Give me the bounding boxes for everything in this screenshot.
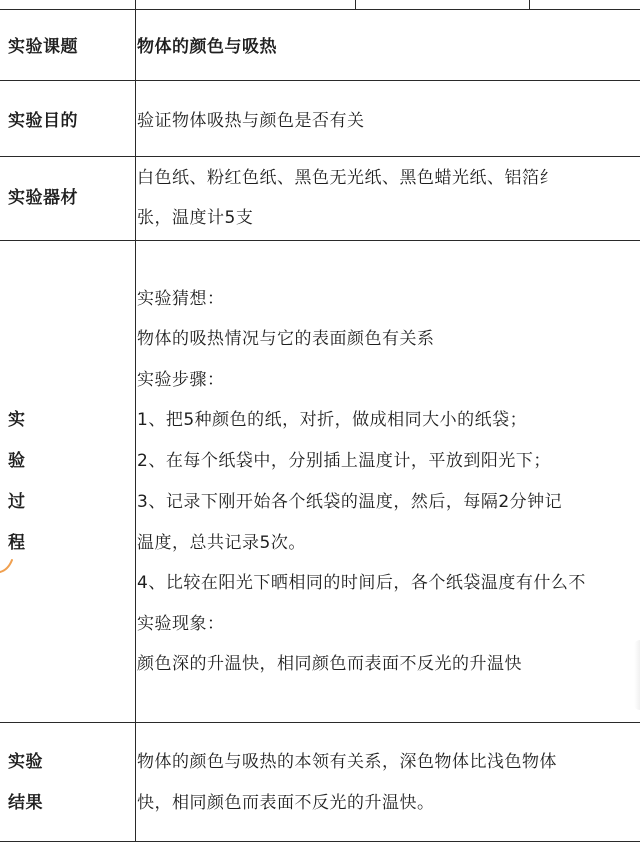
table-border <box>0 722 640 723</box>
process-label-char: 过 <box>8 492 25 512</box>
table-border <box>135 0 136 842</box>
process-line: 3、记录下刚开始各个纸袋的温度，然后，每隔2分钟记 <box>137 492 563 512</box>
table-border <box>0 240 640 241</box>
process-line: 实验猜想： <box>137 289 225 309</box>
process-line: 颜色深的升温快，相同颜色而表面不反光的升温快 <box>137 654 522 674</box>
process-line: 4、比较在阳光下晒相同的时间后，各个纸袋温度有什么不 <box>137 573 586 593</box>
table-border <box>0 156 640 157</box>
purpose-value: 验证物体吸热与颜色是否有关 <box>137 111 365 131</box>
process-line: 实验步骤： <box>137 370 225 390</box>
result-line: 快，相同颜色而表面不反光的升温快。 <box>137 793 435 813</box>
table-border <box>0 9 640 10</box>
process-line: 物体的吸热情况与它的表面颜色有关系 <box>137 329 435 349</box>
topic-label: 实验课题 <box>8 37 78 57</box>
scroll-shadow <box>634 640 640 710</box>
pen-mark-icon <box>0 556 14 578</box>
result-label: 实验 <box>8 752 43 772</box>
process-line: 2、在每个纸袋中，分别插上温度计，平放到阳光下； <box>137 451 551 471</box>
purpose-label: 实验目的 <box>8 111 78 131</box>
process-line: 温度，总共记录5次。 <box>137 533 306 553</box>
process-label-char: 实 <box>8 410 25 430</box>
equipment-label: 实验器材 <box>8 188 78 208</box>
equipment-line: 张，温度计5支 <box>137 208 254 228</box>
result-label: 结果 <box>8 793 43 813</box>
table-border <box>529 0 530 10</box>
table-border <box>355 0 356 10</box>
equipment-line: 白色纸、粉红色纸、黑色无光纸、黑色蜡光纸、铝箔纟 <box>137 168 557 188</box>
process-line: 实验现象： <box>137 614 225 634</box>
process-label-char: 验 <box>8 451 25 471</box>
process-line: 1、把5种颜色的纸，对折，做成相同大小的纸袋； <box>137 410 528 430</box>
topic-value: 物体的颜色与吸热 <box>137 37 277 57</box>
result-line: 物体的颜色与吸热的本领有关系，深色物体比浅色物体 <box>137 752 557 772</box>
process-label-char: 程 <box>8 533 25 553</box>
table-border <box>0 841 640 842</box>
table-border <box>0 80 640 81</box>
